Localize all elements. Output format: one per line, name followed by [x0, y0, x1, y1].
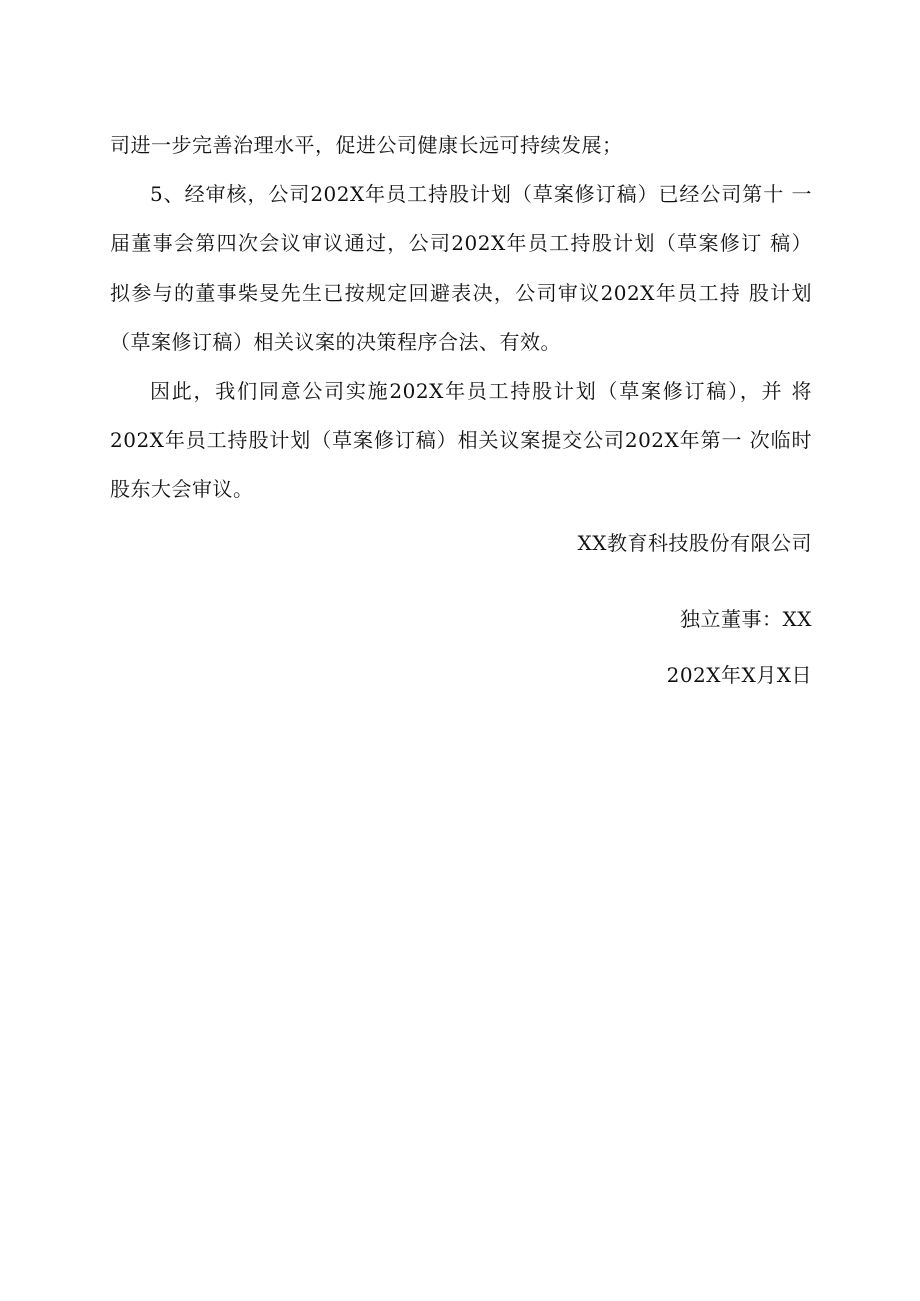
paragraph-5-line-3: 拟参与的董事柴旻先生已按规定回避表决，公司审议202X年员工持 股计划	[110, 281, 812, 305]
paragraph-4-tail-line: 司进一步完善治理水平，促进公司健康长远可持续发展；	[110, 133, 623, 157]
paragraph-5-line-2: 届董事会第四次会议审议通过，公司202X年员工持股计划（草案修订 稿）	[110, 231, 812, 255]
signature-director: 独立董事：XX	[680, 607, 812, 631]
signature-company: XX教育科技股份有限公司	[577, 531, 812, 555]
conclusion-line-2: 202X年员工持股计划（草案修订稿）相关议案提交公司202X年第一 次临时	[110, 428, 812, 452]
conclusion-line-3: 股东大会审议。	[110, 477, 254, 501]
signature-date: 202X年X月X日	[666, 663, 812, 687]
paragraph-5-line-1: 5、经审核，公司202X年员工持股计划（草案修订稿）已经公司第十 一	[150, 182, 812, 206]
paragraph-5-line-4: （草案修订稿）相关议案的决策程序合法、有效。	[110, 330, 561, 354]
conclusion-line-1: 因此，我们同意公司实施202X年员工持股计划（草案修订稿），并 将	[150, 379, 812, 403]
